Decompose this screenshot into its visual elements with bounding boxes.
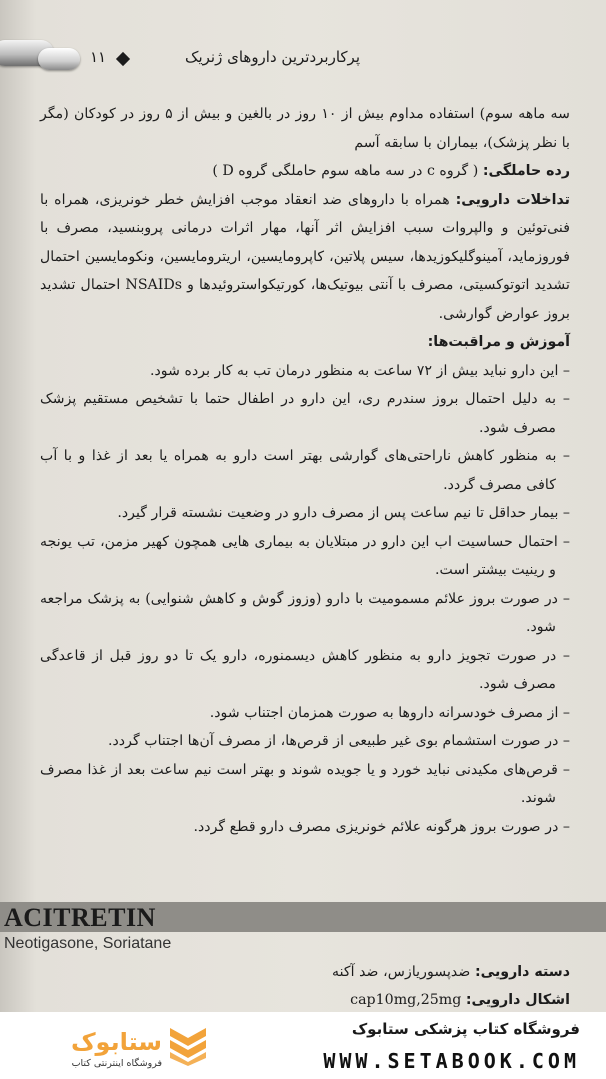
list-item: – به منظور کاهش ناراحتی‌های گوارشی بهتر است دارو به همراه یا بعد از غذا و با آب کافی مصرف گردد. [40, 448, 570, 493]
pills-illustration-icon [0, 38, 80, 74]
setabook-logo-icon [168, 1024, 208, 1066]
store-name: فروشگاه کتاب پزشکی ستابوک [351, 1020, 580, 1038]
chapter-title: پرکاربردترین داروهای ژنریک [185, 48, 360, 66]
list-item: – این دارو نباید بیش از ۷۲ ساعت به منظور درمان تب به کار برده شود. [149, 362, 570, 379]
logo-wordmark: ستابوک [70, 1028, 162, 1056]
list-item: – احتمال حساسیت اب این دارو در مبتلایان به بیماری هایی همچون کهیر مزمن، تب یونجه و رینیت بیشتر است. [40, 533, 570, 578]
page-number: ۱۱ [90, 48, 107, 66]
store-url[interactable]: WWW.SETABOOK.COM [323, 1049, 580, 1073]
list-item: – در صورت تجویز دارو به منظور کاهش دیسمنوره، دارو یک تا دو روز قبل از قاعدگی مصرف شود. [40, 647, 570, 692]
interactions-label: تداخلات دارویی: [455, 191, 570, 208]
list-item: – قرص‌های مکیدنی نباید خورد و یا جویده شوند و بهتر است نیم ساعت بعد از غذا مصرف شوند. [40, 761, 570, 806]
education-heading: آموزش و مراقبت‌ها: [427, 334, 570, 350]
list-item: – به دلیل احتمال بروز سندرم ری، این دارو در اطفال حتما با تشخیص مستقیم پزشک مصرف شود. [40, 391, 570, 436]
contraindications-paragraph: سه ماهه سوم) استفاده مداوم بیش از ۱۰ روز در بالغین و بیش از ۵ روز در کودکان (مگر با نظر پزشک)، بیماران با سابقه آسم [40, 106, 570, 151]
drug-category: دسته دارویی: ضدپسوریازس، ضد آکنه [332, 964, 570, 980]
drug-forms: اشکال دارویی: cap10mg,25mg [350, 992, 570, 1008]
diamond-bullet-icon [116, 52, 130, 66]
setabook-logo [24, 1028, 162, 1072]
page-header [0, 38, 606, 88]
drug-name: ACITRETIN [4, 903, 156, 932]
list-item: – در صورت بروز علائم مسمومیت با دارو (وزوز گوش و کاهش شنوایی) به پزشک مراجعه شود. [40, 590, 570, 635]
logo-tagline: فروشگاه اینترنتی کتاب [71, 1058, 162, 1069]
list-item: – در صورت استشمام بوی غیر طبیعی از قرص‌ها، از مصرف آن‌ها اجتناب گردد. [107, 733, 570, 749]
pregnancy-category [40, 157, 570, 186]
brand-names: Neotigasone, Soriatane [4, 935, 172, 952]
interactions-paragraph [40, 186, 570, 329]
list-item: – از مصرف خودسرانه داروها به صورت همزمان اجتناب شود. [209, 704, 570, 721]
drug-description [40, 100, 570, 841]
drug-info [30, 958, 570, 1012]
pregnancy-label: رده حاملگی: [482, 163, 570, 179]
pregnancy-text: ( گروه c در سه ماهه سوم حاملگی گروه D ) [212, 163, 479, 179]
watermark-footer [0, 1012, 606, 1079]
list-item: – در صورت بروز هرگونه علائم خونریزی مصرف دارو قطع گردد. [193, 818, 570, 835]
list-item: – بیمار حداقل تا نیم ساعت پس از مصرف دارو در وضعیت نشسته قرار گیرد. [117, 505, 570, 521]
interactions-text: همراه با داروهای ضد انعقاد موجب افزایش خطر خونریزی، همراه با فنی‌توئین و والپروات سبب افزایش اثر آنها، مهار اثرات درمانی پروبنسید، مصرف با فوروزماید، آمینوگلیکوزیدها، سیس پلاتین، کاپرومایسین، اریترومایسین، ونکومایسین احتمال تشدید اتوتوکسیتی، مصرف با آنتی بیوتیک‌ها، کورتیکواستروئیدها و NSAIDs احتمال تشدید بروز عوارض گوارشی. [40, 191, 570, 322]
